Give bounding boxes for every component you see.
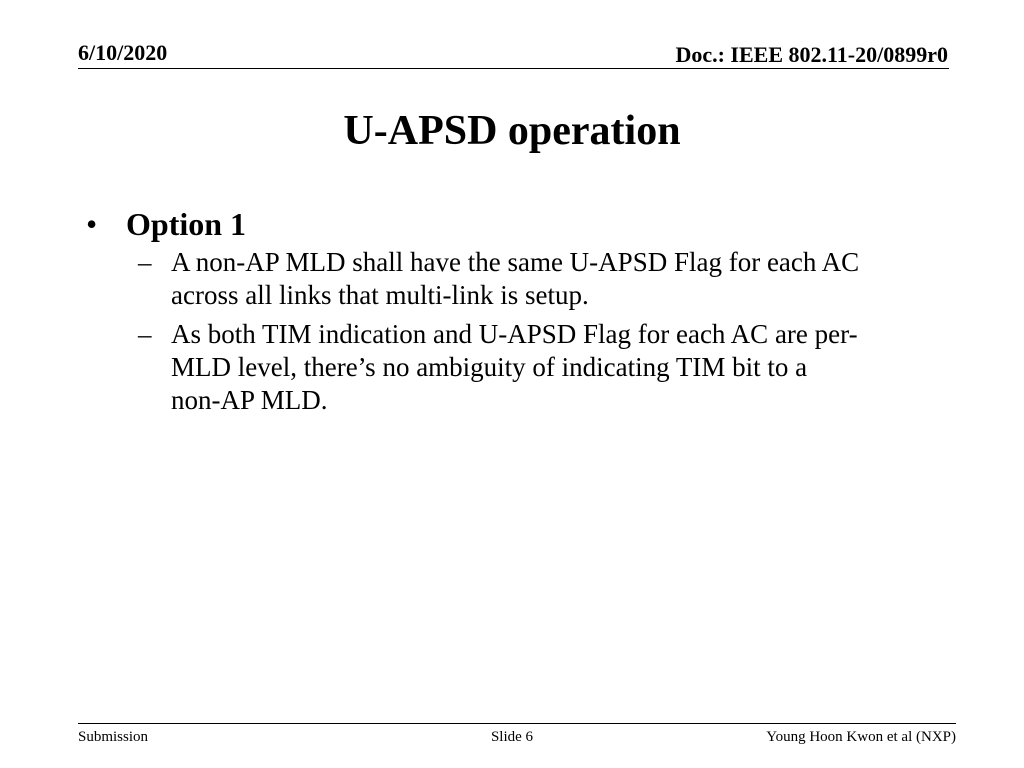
header-date: 6/10/2020 [78,40,168,65]
footer-divider [78,723,956,724]
footer-author: Young Hoon Kwon et al (NXP) [766,729,956,745]
bullet-text: Option 1 [126,206,247,242]
sub-bullet-same-flag [86,246,861,312]
sub-bullet-text: A non-AP MLD shall have the same U-APSD Flag for each AC across all links that multi-link is setup. [171,247,860,310]
sub-bullet-marker: – [138,319,152,349]
bullet-option-1 [86,204,956,244]
slide-body [86,204,956,423]
sub-bullet-no-ambiguity [86,318,861,417]
bullet-marker: • [86,206,98,242]
header-doc-id: Doc.: IEEE 802.11-20/0899r0 [675,42,948,67]
sub-bullet-marker: – [138,247,152,277]
footer-submission: Submission [78,729,149,745]
slide-title: U-APSD operation [343,108,681,154]
footer-slide-number: Slide 6 [490,729,534,745]
sub-bullet-text: As both TIM indication and U-APSD Flag for each AC are per-MLD level, there’s no ambiguity of indicating TIM bit to a non-AP MLD. [171,319,858,415]
header-divider [78,68,949,69]
